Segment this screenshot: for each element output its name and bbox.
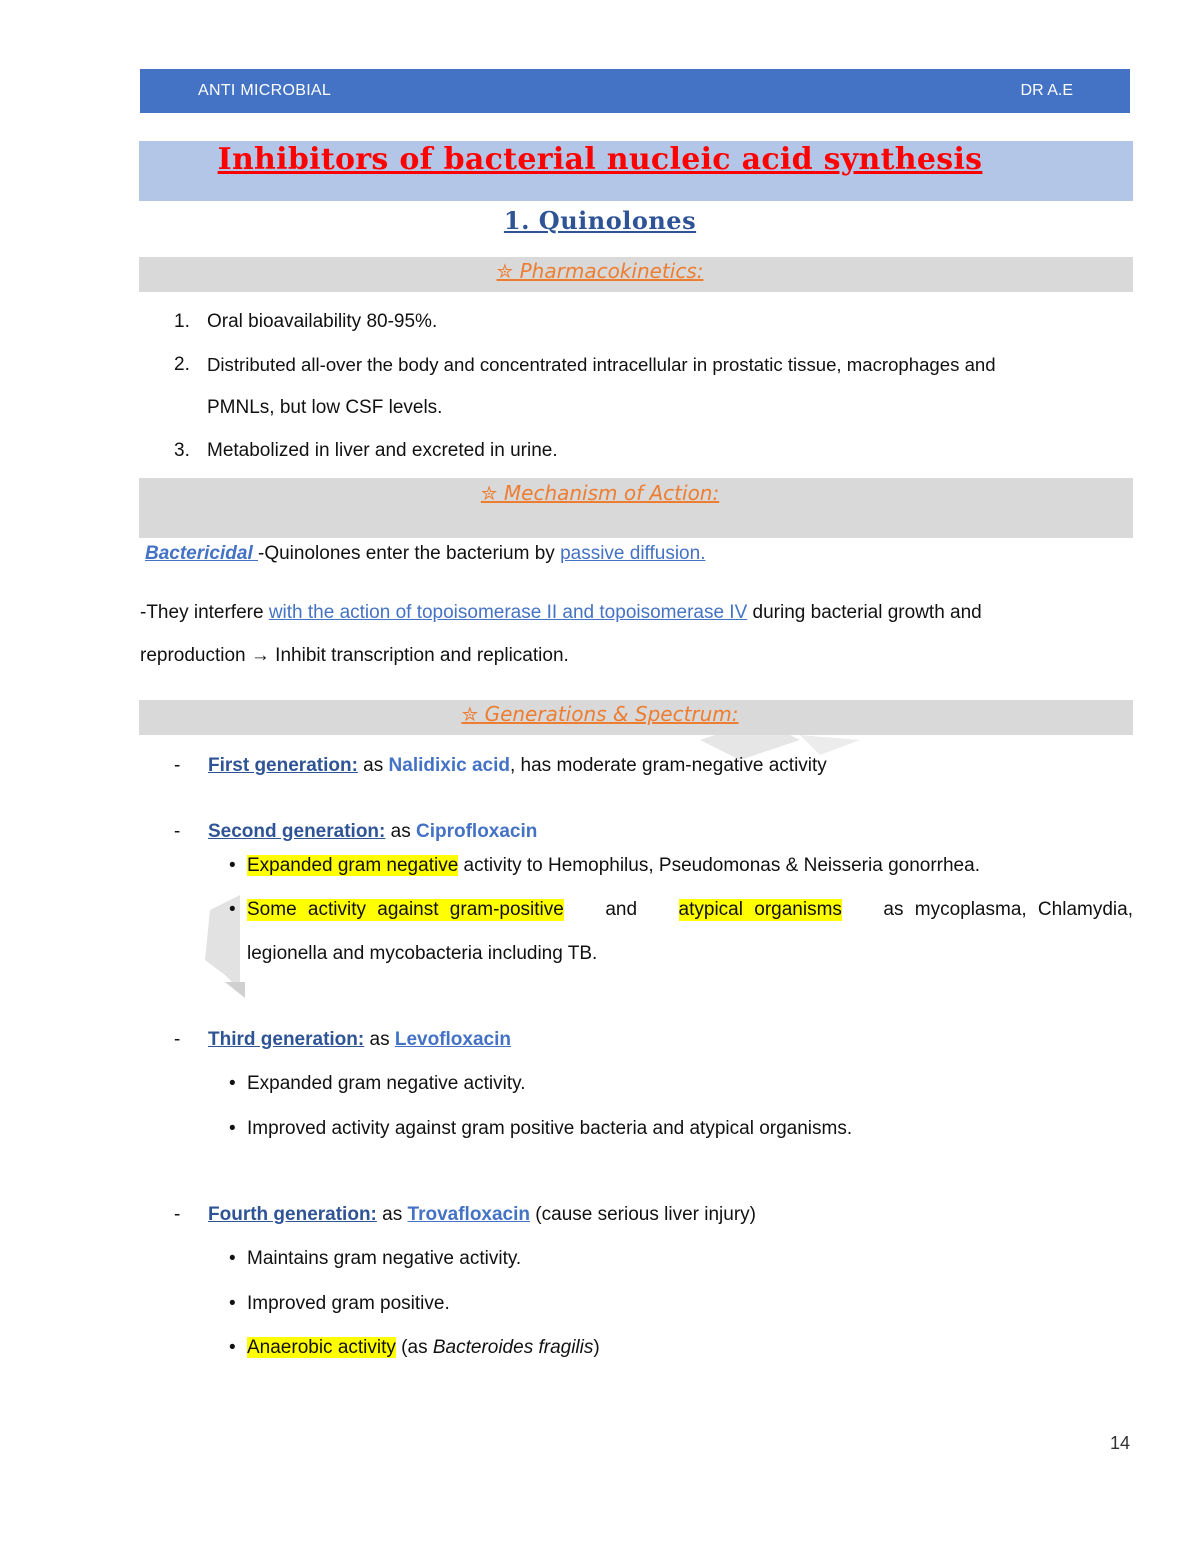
second-generation-line xyxy=(208,821,537,843)
list-number: 2. xyxy=(174,354,190,375)
third-gen-bullet-1: Expanded gram negative activity. xyxy=(247,1073,526,1094)
bullet-marker: • xyxy=(229,1293,236,1314)
bullet-text: ) xyxy=(593,1337,600,1358)
fourth-generation-label: Fourth generation: xyxy=(208,1204,377,1225)
highlighted-text: Some activity against gram-positive xyxy=(247,899,564,920)
mechanism-text: during bacterial growth and xyxy=(747,602,982,623)
second-gen-bullet-2 xyxy=(247,899,1133,921)
pharmacokinetics-heading: ✮ Pharmacokinetics: xyxy=(496,259,704,283)
dash-marker: - xyxy=(174,755,181,776)
third-gen-bullet-2: Improved activity against gram positive bacteria and atypical organisms. xyxy=(247,1118,853,1139)
topoisomerase-link[interactable]: with the action of topoisomerase II and topoisomerase IV xyxy=(268,602,748,623)
as-text: as xyxy=(364,1029,395,1050)
trovafloxacin: Trovafloxacin xyxy=(407,1204,531,1225)
mechanism-paragraph-1 xyxy=(145,543,705,565)
nalidixic-acid: Nalidixic acid xyxy=(388,755,510,776)
as-text: as xyxy=(376,1204,408,1225)
mechanism-paragraph-2 xyxy=(140,602,1130,624)
second-gen-bullet-2-line2: legionella and mycobacteria including TB. xyxy=(247,943,598,964)
page-title: Inhibitors of bacterial nucleic acid synthesis xyxy=(217,142,983,177)
first-generation-text: , has moderate gram-negative activity xyxy=(509,755,827,776)
as-text: as xyxy=(385,821,416,842)
fourth-generation-line xyxy=(208,1204,756,1226)
mechanism-paragraph-2-line2: reproduction → Inhibit transcription and replication. xyxy=(140,645,569,666)
list-item: Oral bioavailability 80-95%. xyxy=(207,311,438,332)
list-number: 1. xyxy=(174,311,190,332)
section-title: 1. Quinolones xyxy=(503,206,697,235)
bactericidal-term: Bactericidal xyxy=(145,543,258,564)
dash-marker: - xyxy=(174,1204,181,1225)
third-generation-line xyxy=(208,1029,511,1051)
fourth-gen-bullet-1: Maintains gram negative activity. xyxy=(247,1248,522,1269)
mechanism-heading: ✮ Mechanism of Action: xyxy=(480,481,720,505)
page-header xyxy=(140,69,1130,113)
fourth-gen-bullet-2: Improved gram positive. xyxy=(247,1293,450,1314)
passive-diffusion-link[interactable]: passive diffusion. xyxy=(560,543,706,564)
ciprofloxacin: Ciprofloxacin xyxy=(415,821,538,842)
bullet-marker: • xyxy=(229,1073,236,1094)
levofloxacin: Levofloxacin xyxy=(394,1029,512,1050)
fourth-gen-bullet-3 xyxy=(247,1337,600,1359)
third-generation-label: Third generation: xyxy=(208,1029,365,1050)
as-text: as xyxy=(357,755,389,776)
dash-marker: - xyxy=(174,821,181,842)
list-item: Metabolized in liver and excreted in urine. xyxy=(207,440,558,461)
list-item-continuation: PMNLs, but low CSF levels. xyxy=(207,397,443,418)
list-number: 3. xyxy=(174,440,190,461)
bullet-text: and xyxy=(605,899,638,920)
bullet-marker: • xyxy=(229,899,236,920)
header-course: ANTI MICROBIAL xyxy=(198,82,332,99)
liver-injury-note: (cause serious liver injury) xyxy=(530,1204,756,1225)
bullet-text: as mycoplasma, Chlamydia, xyxy=(883,899,1133,920)
bullet-text: activity to Hemophilus, Pseudomonas & Neisseria gonorrhea. xyxy=(458,855,980,876)
second-generation-label: Second generation: xyxy=(208,821,386,842)
list-item: Distributed all-over the body and concentrated intracellular in prostatic tissue, macrophages and xyxy=(207,354,996,375)
page-number: 14 xyxy=(1109,1433,1130,1453)
bullet-marker: • xyxy=(229,1337,236,1358)
highlighted-text: atypical organisms xyxy=(678,899,842,920)
mechanism-text: -They interfere xyxy=(140,602,269,623)
generations-heading: ✮ Generations & Spectrum: xyxy=(461,702,739,726)
first-generation-line xyxy=(208,755,827,777)
mechanism-text: -Quinolones enter the bacterium by xyxy=(258,543,561,564)
first-generation-label: First generation: xyxy=(208,755,358,776)
highlighted-text: Expanded gram negative xyxy=(247,855,459,876)
dash-marker: - xyxy=(174,1029,181,1050)
bullet-marker: • xyxy=(229,1248,236,1269)
bullet-text: (as xyxy=(395,1337,433,1358)
bullet-marker: • xyxy=(229,1118,236,1139)
header-author: DR A.E xyxy=(1020,82,1073,99)
highlighted-text: Anaerobic activity xyxy=(247,1337,396,1358)
organism-name: Bacteroides fragilis xyxy=(432,1337,594,1358)
bullet-marker: • xyxy=(229,855,236,876)
second-gen-bullet-1 xyxy=(247,855,980,877)
